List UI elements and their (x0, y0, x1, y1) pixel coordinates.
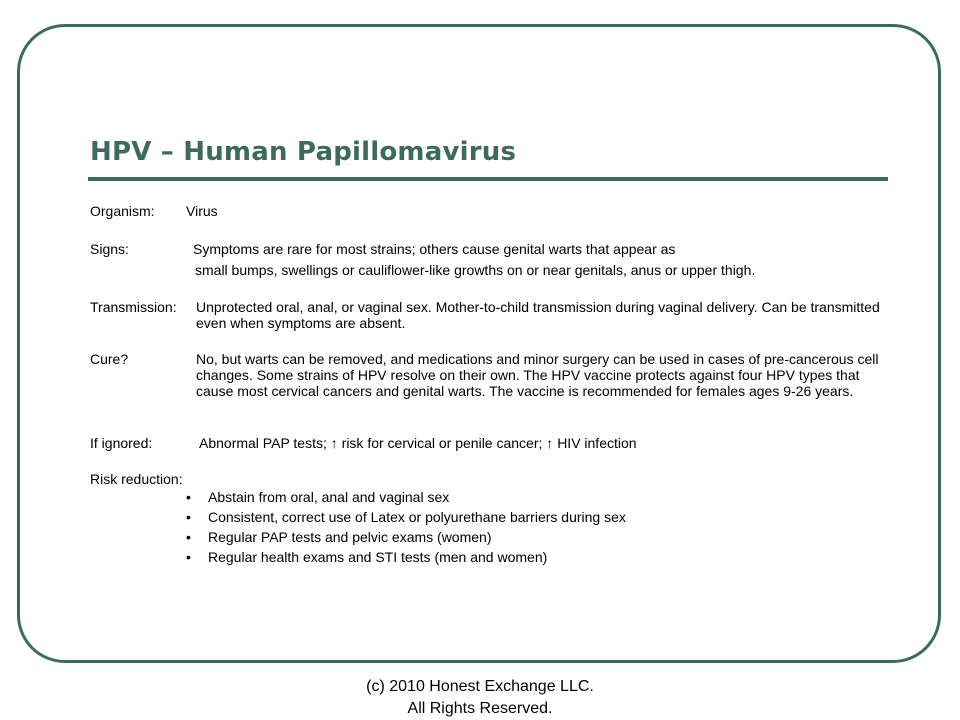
title-underline (88, 177, 888, 181)
if-ignored-part-1: Abnormal PAP tests; (199, 435, 327, 451)
cure-row (90, 351, 890, 415)
slide-content (90, 203, 890, 569)
list-item-text: Regular PAP tests and pelvic exams (women) (208, 529, 492, 545)
list-item (90, 509, 890, 529)
bullet-icon: • (186, 509, 191, 525)
signs-line-1: Symptoms are rare for most strains; others cause genital warts that appear as (193, 241, 676, 257)
list-item (90, 549, 890, 569)
list-item-text: Consistent, correct use of Latex or polyurethane barriers during sex (208, 509, 626, 525)
transmission-row (90, 299, 890, 331)
if-ignored-label: If ignored: (90, 435, 153, 451)
cure-value: No, but warts can be removed, and medications and minor surgery can be used in cases of pre-cancerous cell changes. Some strains of HPV resolve on their own. The HPV vaccine protects against four HPV types that cause most cervical cancers and genital warts. The vaccine is recommended for females ages 9-26 years. (196, 351, 879, 399)
bullet-icon: • (186, 489, 191, 505)
bullet-icon: • (186, 549, 191, 565)
copyright-footer (0, 676, 960, 720)
slide-title: HPV – Human Papillomavirus (90, 137, 517, 167)
list-item (90, 489, 890, 509)
cure-label: Cure? (90, 351, 129, 367)
footer-line-1: (c) 2010 Honest Exchange LLC. (366, 678, 594, 695)
if-ignored-row (90, 435, 890, 451)
risk-reduction-list (90, 489, 890, 569)
up-arrow-icon: ↑ (330, 435, 338, 451)
signs-label: Signs: (90, 241, 129, 257)
risk-reduction-row (90, 471, 890, 569)
footer-line-2: All Rights Reserved. (407, 700, 553, 717)
bullet-icon: • (186, 529, 191, 545)
if-ignored-part-2: risk for cervical or penile cancer; (341, 435, 543, 451)
signs-row (90, 241, 890, 277)
list-item (90, 529, 890, 549)
list-item-text: Regular health exams and STI tests (men and women) (208, 549, 548, 565)
organism-value: Virus (186, 203, 218, 219)
organism-label: Organism: (90, 203, 155, 219)
risk-reduction-label: Risk reduction: (90, 471, 183, 487)
if-ignored-value (199, 435, 637, 451)
transmission-label: Transmission: (90, 299, 177, 315)
transmission-value: Unprotected oral, anal, or vaginal sex. Mother-to-child transmission during vaginal delivery. Can be transmitted even when symptoms are absent. (196, 299, 880, 331)
up-arrow-icon: ↑ (546, 435, 554, 451)
if-ignored-part-3: HIV infection (557, 435, 637, 451)
organism-row (90, 203, 890, 219)
signs-line-2: small bumps, swellings or cauliflower-like growths on or near genitals, anus or upper thigh. (195, 262, 756, 278)
list-item-text: Abstain from oral, anal and vaginal sex (208, 489, 450, 505)
